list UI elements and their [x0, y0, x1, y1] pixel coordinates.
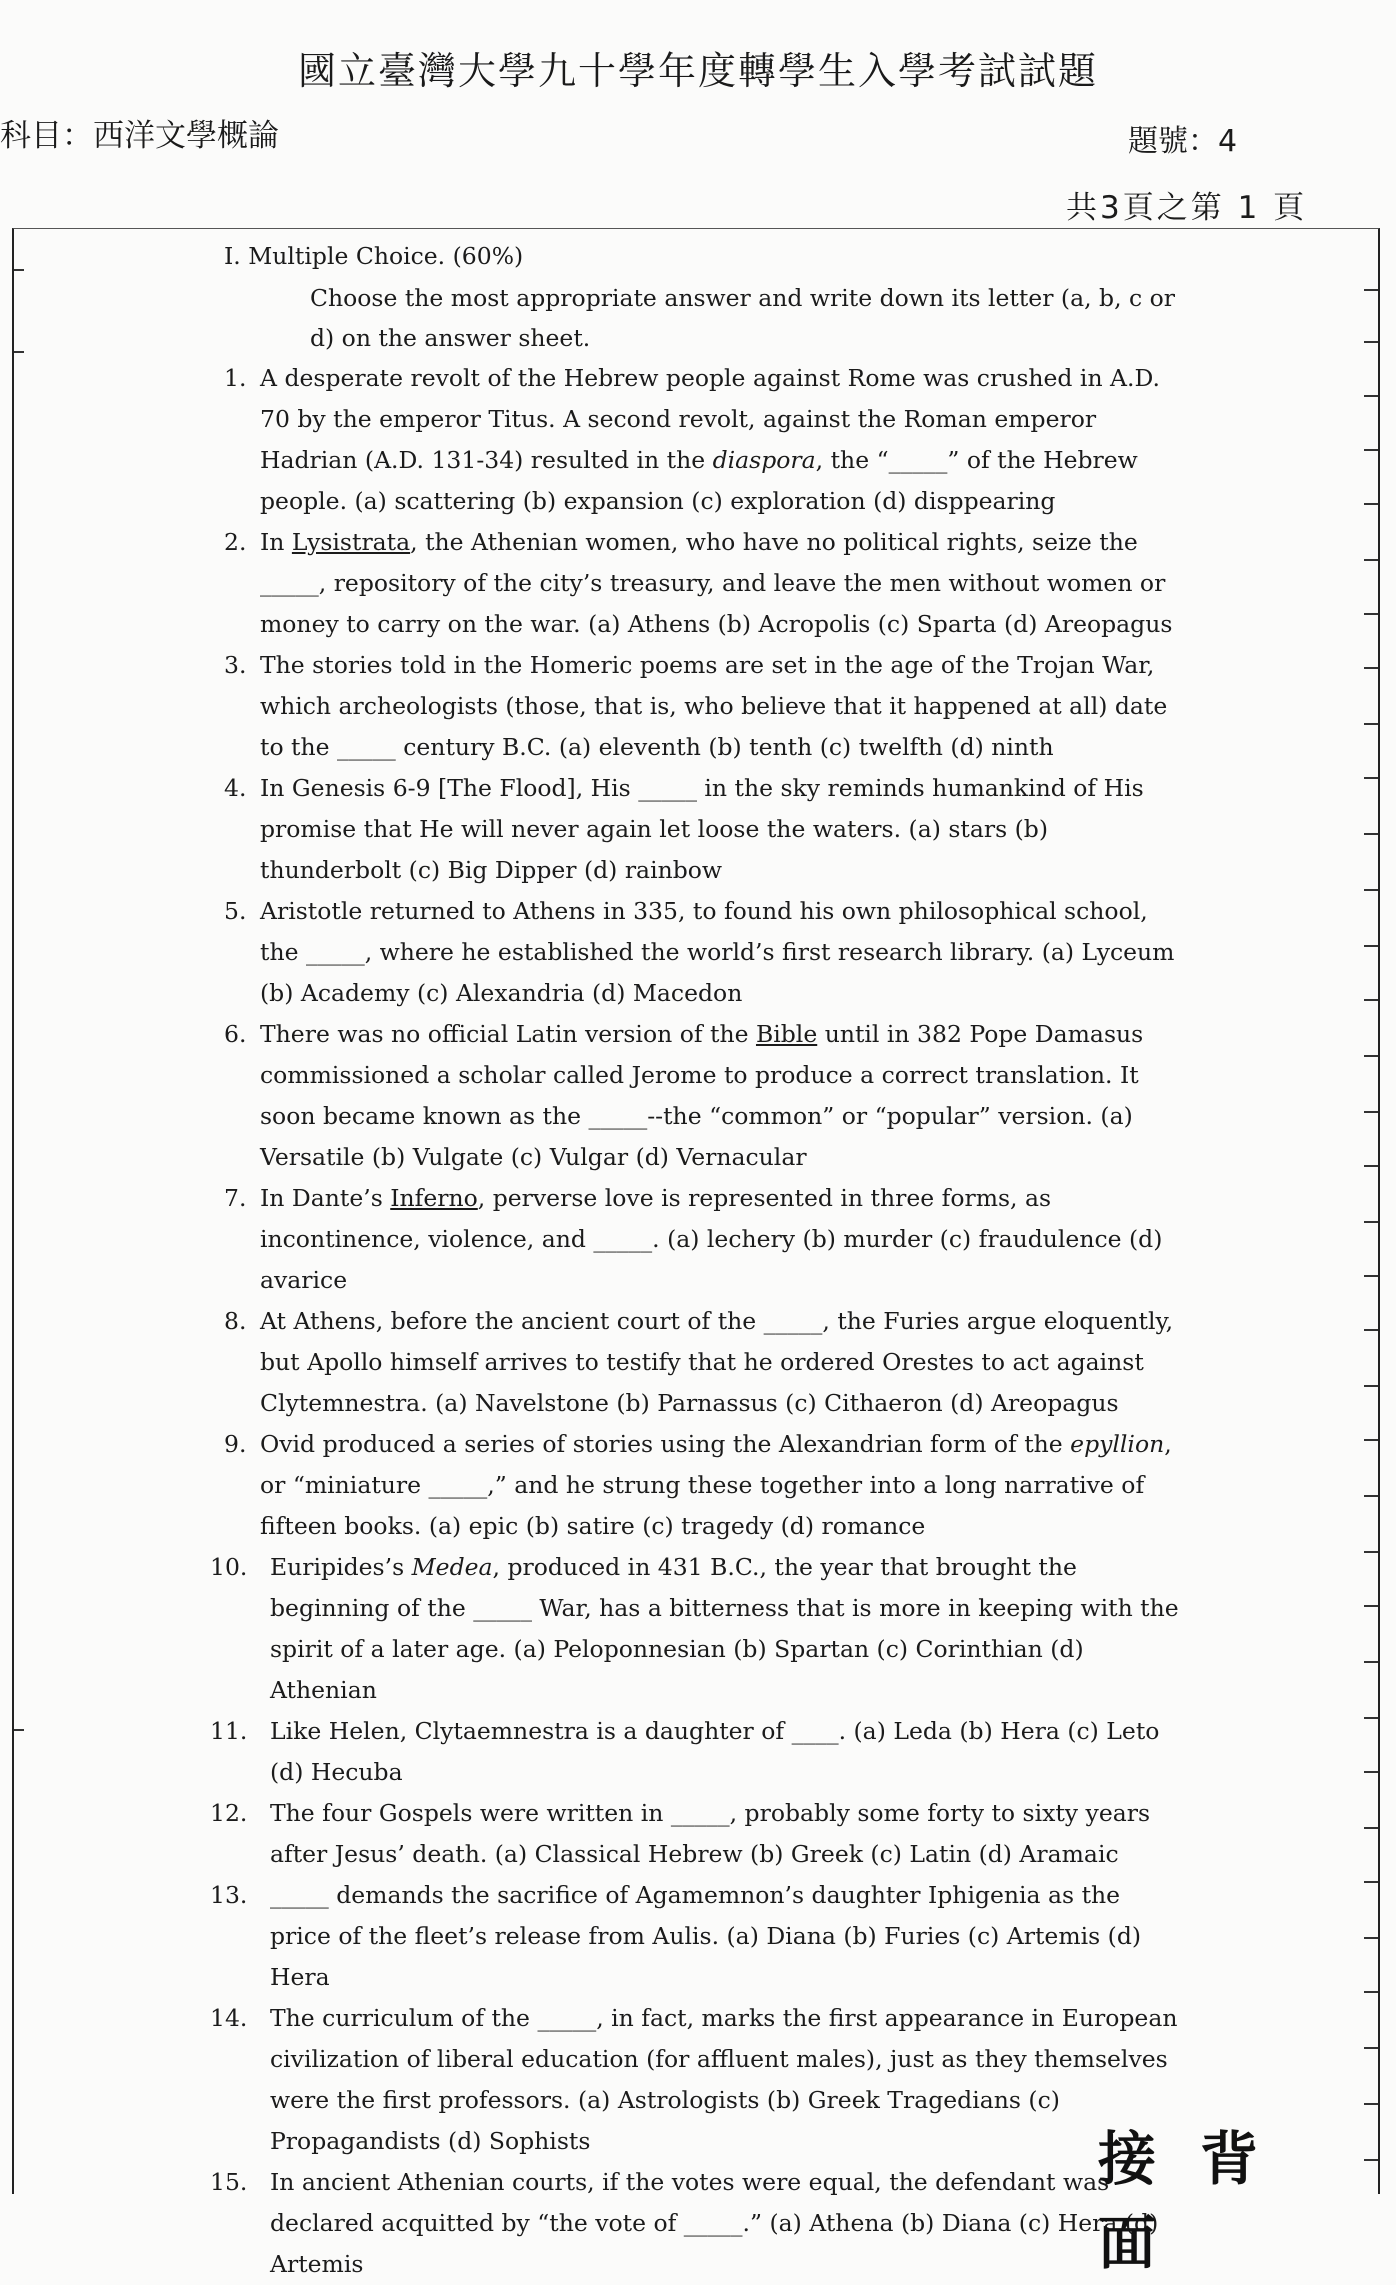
frame-edge-tick: [1364, 1827, 1378, 1829]
question-item: [210, 1998, 1184, 2162]
frame-edge-tick: [1364, 1717, 1378, 1719]
question-text: In Dante’s: [260, 1184, 391, 1212]
underlined-title: Bible: [755, 1020, 818, 1048]
question-text: The stories told in the Homeric poems are set in the age of the Trojan War, which archeologists (those, that is, who believe that it happened at all) date to the _____ century B.C. (a) eleventh (b) tenth (c) twelfth (d) ninth: [260, 651, 1168, 761]
frame-edge-tick: [14, 1729, 24, 1731]
question-text: A desperate revolt of the Hebrew people against Rome was crushed in A.D. 70 by the emperor Titus. A second revolt, against the Roman emperor Hadrian (A.D. 131-34) resulted in the: [260, 364, 1160, 474]
frame-edge-tick: [1364, 1385, 1378, 1387]
question-text: , the “_____” of the Hebrew people. (a) scattering (b) expansion (c) exploration (d) disppearing: [260, 446, 1138, 515]
frame-edge-tick: [14, 351, 24, 353]
frame-edge-tick: [1364, 449, 1378, 451]
frame-edge-tick: [1364, 1055, 1378, 1057]
frame-edge-tick: [1364, 1111, 1378, 1113]
question-item: [224, 645, 1184, 768]
question-number: 2.: [224, 528, 247, 556]
question-text: In Genesis 6-9 [The Flood], His _____ in the sky reminds humankind of His promise that He will never again let loose the waters. (a) stars (b) thunderbolt (c) Big Dipper (d) rainbow: [260, 774, 1144, 884]
italic-term: diaspora: [712, 446, 816, 474]
question-text: There was no official Latin version of the: [260, 1020, 756, 1048]
question-number: 13.: [210, 1881, 248, 1909]
frame-edge-tick: [1364, 1991, 1378, 1993]
question-number: 3.: [224, 651, 247, 679]
question-item: [224, 358, 1184, 522]
question-item: [210, 1711, 1184, 1793]
question-list: [210, 358, 1184, 2285]
question-item: [224, 1178, 1184, 1301]
question-text: Euripides’s: [270, 1553, 412, 1581]
question-number: 5.: [224, 897, 247, 925]
frame-edge-tick: [1364, 999, 1378, 1001]
question-text: , the Athenian women, who have no political rights, seize the _____, repository of the city’s treasury, and leave the men without women or money to carry on the war. (a) Athens (b) Acropolis (c) Sparta (d) Areopagus: [260, 528, 1173, 638]
exam-content: [210, 236, 1184, 2285]
frame-edge-tick: [1364, 1551, 1378, 1553]
question-text: The curriculum of the _____, in fact, marks the first appearance in European civilization of liberal education (for affluent males), just as they themselves were the first professors. (a) Astrologists (b) Greek Tragedians (c) Propagandists (d) Sophists: [270, 2004, 1178, 2155]
question-number: 12.: [210, 1799, 248, 1827]
section-heading: I. Multiple Choice. (60%): [224, 242, 524, 270]
question-number: 11.: [210, 1717, 248, 1745]
frame-edge-tick: [1364, 2103, 1378, 2105]
question-text: until in 382 Pope Damasus commissioned a scholar called Jerome to produce a correct translation. It soon became known as the _____--the “common” or “popular” version. (a) Versatile (b) Vulgate (c) Vulgar (d) Vernacular: [260, 1020, 1144, 1171]
frame-edge-tick: [1364, 289, 1378, 291]
question-number: 1.: [224, 364, 247, 392]
question-item: [224, 1301, 1184, 1424]
question-item: [210, 1875, 1184, 1998]
section-instruction: Choose the most appropriate answer and write down its letter (a, b, c or d) on the answer sheet.: [310, 284, 1176, 352]
question-text: Aristotle returned to Athens in 335, to found his own philosophical school, the _____, where he established the world’s first research library. (a) Lyceum (b) Academy (c) Alexandria (d) Macedon: [260, 897, 1175, 1007]
question-number: 6.: [224, 1020, 247, 1048]
frame-edge-tick: [1364, 667, 1378, 669]
question-item: [224, 1014, 1184, 1178]
frame-edge-tick: [14, 269, 24, 271]
underlined-title: Inferno: [390, 1184, 478, 1212]
frame-edge-tick: [1364, 1937, 1378, 1939]
question-item: [210, 1793, 1184, 1875]
frame-edge-tick: [1364, 777, 1378, 779]
frame-edge-tick: [1364, 1439, 1378, 1441]
frame-edge-tick: [1364, 1881, 1378, 1883]
frame-edge-tick: [1364, 341, 1378, 343]
question-text: At Athens, before the ancient court of the _____, the Furies argue eloquently, but Apollo himself arrives to testify that he ordered Orestes to act against Clytemnestra. (a) Navelstone (b) Parnassus (c) Cithaeron (d) Areopagus: [260, 1307, 1174, 1417]
question-text: In: [260, 528, 292, 556]
question-number: 14.: [210, 2004, 248, 2032]
question-text: _____ demands the sacrifice of Agamemnon’s daughter Iphigenia as the price of the fleet’s release from Aulis. (a) Diana (b) Furies (c) Artemis (d) Hera: [270, 1881, 1142, 1991]
question-item: [210, 2162, 1184, 2285]
italic-term: Medea: [411, 1553, 493, 1581]
page-indicator: 共3頁之第 1 頁: [1066, 190, 1308, 226]
frame-edge-tick: [1364, 945, 1378, 947]
question-item: [224, 1424, 1184, 1547]
frame-edge-tick: [1364, 559, 1378, 561]
question-number-label: 題號：4: [1128, 124, 1238, 159]
question-item: [224, 522, 1184, 645]
frame-edge-tick: [1364, 833, 1378, 835]
frame-edge-tick: [1364, 395, 1378, 397]
question-number: 9.: [224, 1430, 247, 1458]
frame-edge-tick: [1364, 1495, 1378, 1497]
exam-title: 國立臺灣大學九十學年度轉學生入學考試試題: [297, 49, 1098, 93]
question-item: [210, 1547, 1184, 1711]
frame-edge-tick: [1364, 1165, 1378, 1167]
question-text: , or “miniature _____,” and he strung these together into a long narrative of fifteen books. (a) epic (b) satire (c) tragedy (d) romance: [260, 1430, 1172, 1540]
frame-edge-tick: [1364, 1329, 1378, 1331]
frame-edge-tick: [1364, 889, 1378, 891]
question-text: , produced in 431 B.C., the year that brought the beginning of the _____ War, has a bitterness that is more in keeping with the spirit of a later age. (a) Peloponnesian (b) Spartan (c) Corinthian (d) Athenian: [270, 1553, 1179, 1704]
question-text: In ancient Athenian courts, if the votes were equal, the defendant was declared acquitted by “the vote of _____.” (a) Athena (b) Diana (c) Hera (d) Artemis: [270, 2168, 1159, 2278]
frame-edge-tick: [1364, 613, 1378, 615]
frame-edge-tick: [1364, 2047, 1378, 2049]
italic-term: epyllion: [1070, 1430, 1165, 1458]
subject-label: 科目：西洋文學概論: [0, 118, 279, 154]
question-text: , perverse love is represented in three forms, as incontinence, violence, and _____. (a) lechery (b) murder (c) fraudulence (d) avarice: [260, 1184, 1163, 1294]
underlined-title: Lysistrata: [291, 528, 411, 556]
question-text: The four Gospels were written in _____, probably some forty to sixty years after Jesus’ death. (a) Classical Hebrew (b) Greek (c) Latin (d) Aramaic: [270, 1799, 1151, 1868]
question-text: Like Helen, Clytaemnestra is a daughter of ____. (a) Leda (b) Hera (c) Leto (d) Hecuba: [270, 1717, 1160, 1786]
frame-edge-tick: [1364, 1771, 1378, 1773]
question-number: 7.: [224, 1184, 247, 1212]
frame-edge-tick: [1364, 1605, 1378, 1607]
question-text: Ovid produced a series of stories using the Alexandrian form of the: [260, 1430, 1071, 1458]
question-number: 15.: [210, 2168, 248, 2196]
question-number: 4.: [224, 774, 247, 802]
frame-edge-tick: [1364, 503, 1378, 505]
question-item: [224, 768, 1184, 891]
frame-edge-tick: [1364, 1661, 1378, 1663]
question-number: 10.: [210, 1553, 248, 1581]
frame-edge-tick: [1364, 723, 1378, 725]
frame-edge-tick: [1364, 1221, 1378, 1223]
continue-on-back-note: 接背面: [1098, 2125, 1303, 2277]
frame-edge-tick: [1364, 1275, 1378, 1277]
question-number: 8.: [224, 1307, 247, 1335]
question-item: [224, 891, 1184, 1014]
